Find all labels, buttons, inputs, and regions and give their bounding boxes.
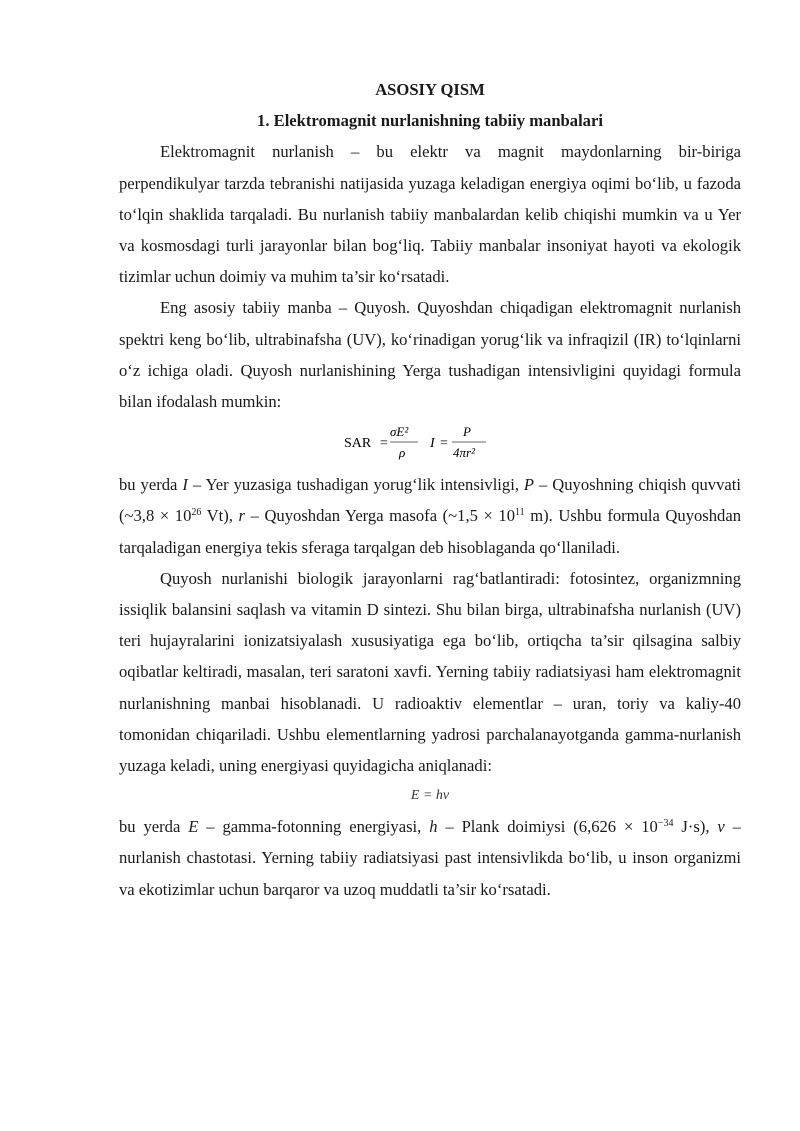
formula-eq-2: = [440, 436, 448, 452]
section-heading: 1. Elektromagnit nurlanishning tabiiy manbalari [257, 111, 603, 131]
formula-svg [340, 419, 520, 465]
paragraph-intro: Elektromagnit nurlanish – bu elektr va magnit maydonlarning bir-biriga perpendikulyar tarzda tebranishi natijasida yuzaga keladigan energiya oqimi bo‘lib, u fazoda to‘lqin shaklida tarqaladi. Bu nurlanish tabiiy manbalardan kelib chiqishi mumkin va u Yer va kosmosdagi turli jarayonlar bilan bog‘liq. Tabiiy manbalar insoniyat hayoti va ekologik tizimlar uchun doimiy va muhim ta’sir ko‘rsatadi. [119, 142, 741, 287]
formula-sar: SAR [344, 436, 372, 452]
paragraph-biology: Quyosh nurlanishi biologik jarayonlarni rag‘batlantiradi: fotosintez, organizmning issiqlik balansini saqlash va vitamin D sintezi. Shu bilan birga, ultrabinafsha nurlanish (UV) teri hujayralarini ionizatsiyalash xususiyatiga ega bo‘lib, ortiqcha ta’sir qilsagina salbiy oqibatlar keltiradi, masalan, teri saratoni xavfi. Yerning tabiiy radiatsiyasi ham elektromagnit nurlanishning manbai hisoblanadi. U radioaktiv elementlar – uran, toriy va kaliy-40 tomonidan chiqariladi. Ushbu elementlarning yadrosi parchalanayotganda gamma-nurlanish yuzaga keladi, uning energiyasi quyidagicha aniqlanadi: [119, 568, 741, 776]
formula-den2: 4πr² [453, 445, 475, 461]
formula-num2: P [463, 424, 471, 440]
paragraph-sun: Eng asosiy tabiiy manba – Quyosh. Quyoshdan chiqadigan elektromagnit nurlanish spektri keng bo‘lib, ultrabinafsha (UV), ko‘rinadigan yorug‘lik va infraqizil (IR) to‘lqinlarni o‘z ichiga oladi. Quyosh nurlanishining Yerga tushadigan intensivligini quyidagi formula bilan ifodalash mumkin: [119, 298, 741, 412]
formula-energy: E = hν [410, 788, 450, 804]
formula-intensity [119, 419, 741, 465]
formula-eq-1: = [380, 436, 388, 452]
formula-num1: σE² [390, 424, 409, 440]
main-heading: ASOSIY QISM [375, 80, 485, 99]
formula-i: I [430, 436, 435, 452]
formula-den1: ρ [399, 445, 406, 461]
paragraph-formula-explanation: bu yerda I – Yer yuzasiga tushadigan yorug‘lik intensivligi, P – Quyoshning chiqish quvvati (~3,8 × $10^{26}$ Vt), r – Quyoshdan Yerga masofa (~1,5 × $10^{11}$ m). Ushbu formula Quyoshdan tarqaladigan energiya tekis sferaga tarqalgan deb hisoblaganda qo‘llaniladi. [119, 475, 742, 557]
document-page [119, 74, 741, 905]
paragraph-energy-explanation: bu yerda E – gamma-fotonning energiyasi, h – Plank doimiysi ($6,626 \times 10^{-34}$ J·s), ν – nurlanish chastotasi. Yerning tabiiy radiatsiyasi past intensivlikda bo‘lib, u inson organizmi va ekotizimlar uchun barqaror va uzoq muddatli ta’sir ko‘rsatadi. [119, 817, 741, 899]
